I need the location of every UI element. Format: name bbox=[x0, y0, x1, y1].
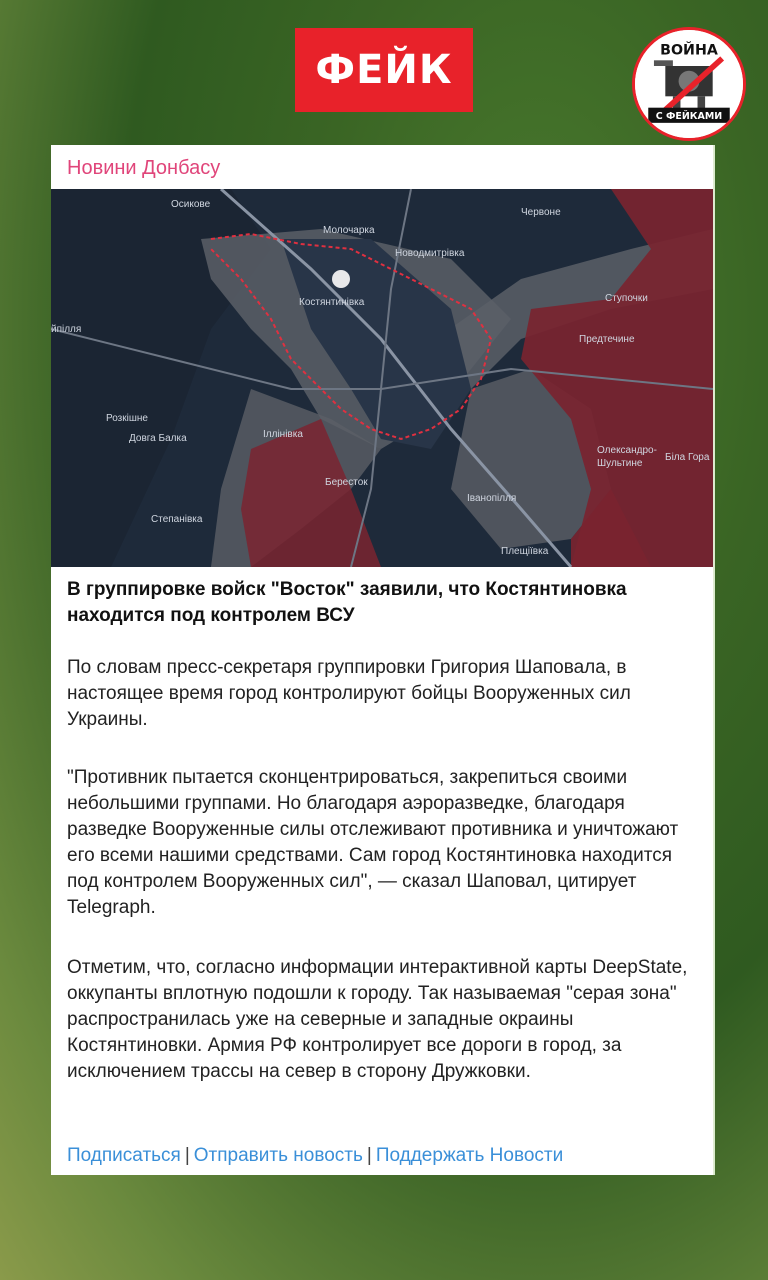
post-paragraph-1: По словам пресс-секретаря группировки Григория Шаповала, в настоящее время город контролируют бойцы Вооруженных сил Украины. bbox=[67, 657, 631, 730]
map-label: Бересток bbox=[325, 477, 368, 488]
city-pin-icon bbox=[332, 270, 350, 288]
logo-emblem bbox=[635, 30, 743, 138]
map-label: Плещіївка bbox=[501, 546, 549, 557]
map-label: Осикове bbox=[171, 199, 211, 210]
map-label: Молочарка bbox=[323, 225, 375, 236]
map-label: йпілля bbox=[51, 324, 82, 335]
map-label: Степанівка bbox=[151, 514, 203, 525]
post-links bbox=[67, 1145, 563, 1167]
channel-name[interactable]: Новини Донбасу bbox=[67, 157, 221, 179]
map-label: Іванопілля bbox=[467, 493, 517, 504]
map-label: Червоне bbox=[521, 207, 561, 218]
link-separator: | bbox=[184, 1145, 190, 1166]
map-label: Біла Гора bbox=[665, 452, 710, 463]
map-label: Шультине bbox=[597, 458, 643, 469]
subscribe-link[interactable]: Подписаться bbox=[67, 1145, 181, 1166]
map-label: Предтечине bbox=[579, 334, 635, 345]
map-image[interactable] bbox=[51, 189, 713, 567]
map-label: Ступочки bbox=[605, 293, 648, 304]
link-separator: | bbox=[366, 1145, 372, 1166]
map-label: Іллінівка bbox=[263, 429, 303, 440]
support-news-link[interactable]: Поддержать Новости bbox=[375, 1145, 564, 1166]
map-label: Розкішне bbox=[106, 413, 148, 424]
logo-top-text: ВОЙНА bbox=[660, 42, 718, 59]
fake-badge: ФЕЙК bbox=[295, 28, 473, 112]
map-label-city: Костянтинівка bbox=[299, 297, 365, 308]
war-with-fakes-logo bbox=[632, 27, 746, 141]
map-label: Новодмитрівка bbox=[395, 248, 465, 259]
logo-bottom-text: С ФЕЙКАМИ bbox=[655, 111, 723, 123]
post-title: В группировке войск "Восток" заявили, что Костянтиновка находится под контролем ВСУ bbox=[67, 579, 627, 626]
map-label: Олександро- bbox=[597, 445, 657, 456]
post-paragraph-2: "Противник пытается сконцентрироваться, закрепиться своими небольшими группами. Но благодаря аэроразведке, благодаря разведке Вооруженные силы отслеживают противника и уничтожают его всеми нашими средствами. Сам город Костянтиновка находится под контролем Вооруженных сил", — сказал Шаповал, цитирует Telegraph. bbox=[67, 767, 679, 918]
map-label: Довга Балка bbox=[129, 433, 187, 444]
send-news-link[interactable]: Отправить новость bbox=[193, 1145, 363, 1166]
post-card bbox=[51, 145, 713, 1175]
post-paragraph-3: Отметим, что, согласно информации интерактивной карты DeepState, оккупанты вплотную подошли к городу. Так называемая "серая зона" распространилась уже на северные и западные окраины Костянтиновки. Армия РФ контролирует все дороги в город, за исключением трассы на север в сторону Дружковки. bbox=[67, 957, 688, 1082]
